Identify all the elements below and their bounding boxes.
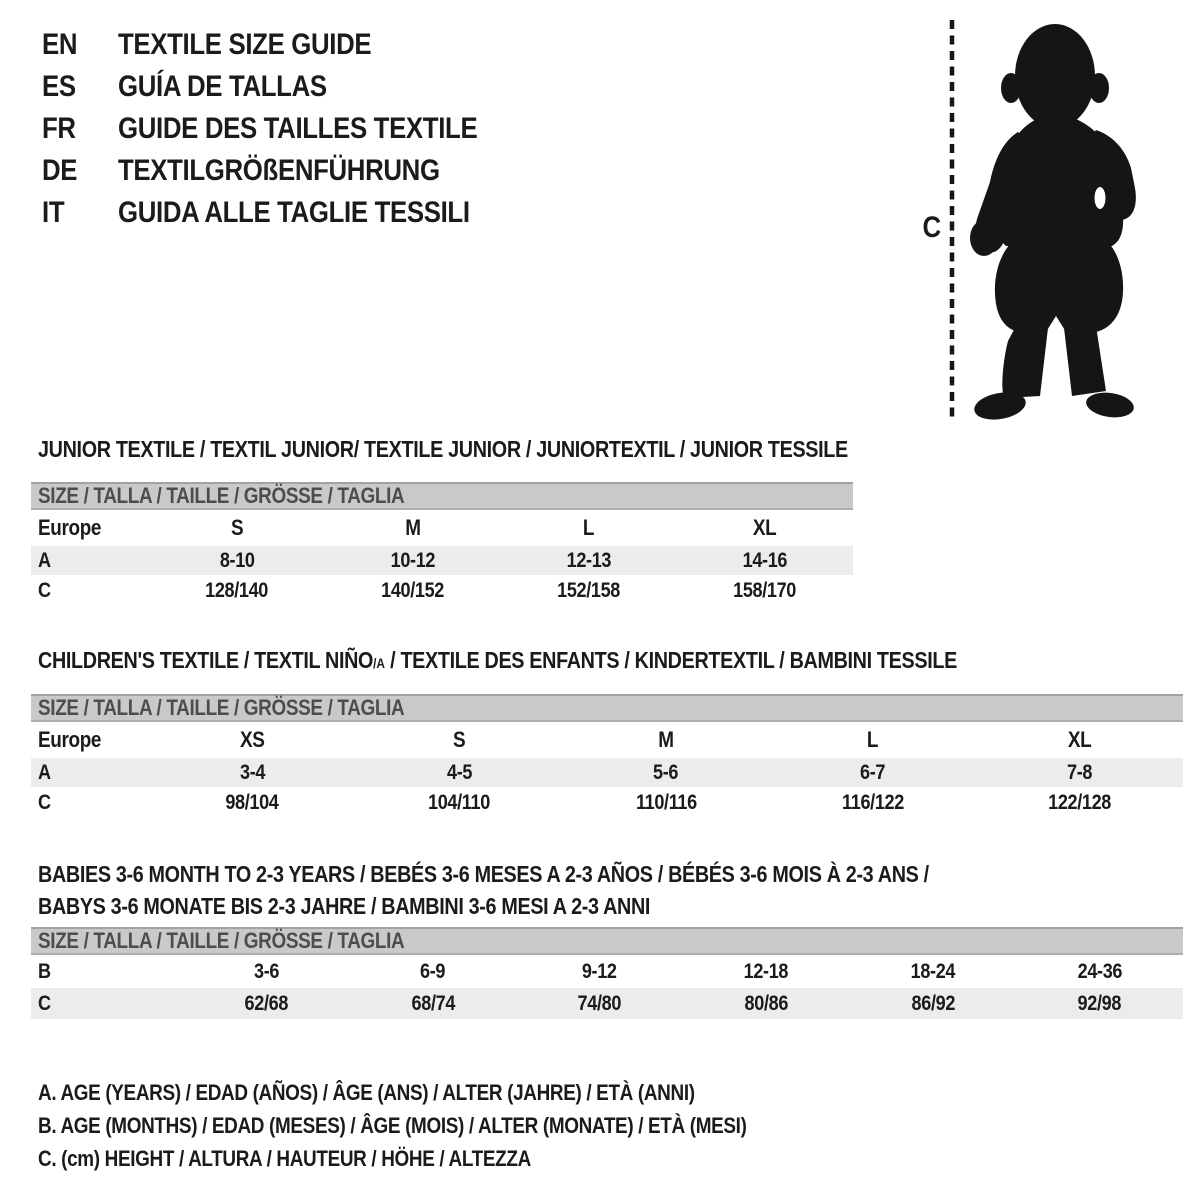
toddler-body bbox=[970, 24, 1136, 423]
value-cell: 24-36 bbox=[1077, 959, 1122, 983]
legend-line-c: C. (cm) HEIGHT / ALTURA / HAUTEUR / HÖHE / ALTEZZA bbox=[38, 1146, 531, 1171]
row-label: A bbox=[38, 760, 51, 784]
figure-height-illustration bbox=[900, 6, 1200, 426]
value-cell: 3-4 bbox=[239, 760, 265, 784]
size-header-bar: SIZE / TALLA / TAILLE / GRÖSSE / TAGLIA bbox=[31, 927, 1183, 955]
value-cell: 18-24 bbox=[910, 959, 956, 983]
value-cell: 62/68 bbox=[244, 991, 289, 1015]
junior-table bbox=[31, 510, 853, 607]
row-label: B bbox=[38, 959, 51, 983]
measure-legend bbox=[31, 1076, 862, 1175]
value-cell: 10-12 bbox=[390, 548, 436, 572]
size-cell: L bbox=[583, 515, 595, 540]
language-row bbox=[42, 108, 536, 150]
size-cell: M bbox=[405, 515, 421, 540]
value-cell: 110/116 bbox=[635, 791, 697, 814]
value-cell: 4-5 bbox=[446, 760, 472, 784]
value-cell: 8-10 bbox=[219, 548, 255, 572]
babies-table bbox=[31, 955, 1183, 1019]
section-title-line1: BABIES 3-6 MONTH TO 2-3 YEARS / BEBÉS 3-6 MESES A 2-3 AÑOS / BÉBÉS 3-6 MOIS À 2-3 ANS / bbox=[38, 861, 929, 887]
language-row bbox=[42, 150, 536, 192]
legend-line-a: A. AGE (YEARS) / EDAD (AÑOS) / ÂGE (ANS) / ALTER (JAHRE) / ETÀ (ANNI) bbox=[38, 1080, 695, 1105]
value-cell: 6-7 bbox=[860, 760, 886, 784]
language-title: TEXTILE SIZE GUIDE bbox=[118, 28, 372, 61]
language-code: DE bbox=[42, 154, 78, 187]
value-cell: 5-6 bbox=[653, 760, 679, 784]
region-header-cell: Europe bbox=[38, 515, 102, 540]
value-cell: 104/110 bbox=[428, 791, 491, 814]
section-childrens-textile bbox=[31, 648, 1183, 819]
region-header-cell: Europe bbox=[38, 727, 102, 752]
value-cell: 14-16 bbox=[742, 548, 788, 572]
value-cell: 116/122 bbox=[841, 791, 904, 814]
value-cell: 9-12 bbox=[582, 959, 618, 983]
size-header-bar: SIZE / TALLA / TAILLE / GRÖSSE / TAGLIA bbox=[31, 694, 1183, 722]
value-cell: 68/74 bbox=[411, 991, 455, 1015]
table-row bbox=[31, 546, 853, 575]
size-header-bar: SIZE / TALLA / TAILLE / GRÖSSE / TAGLIA bbox=[31, 482, 853, 510]
section-babies-textile bbox=[31, 858, 1183, 1019]
value-cell: 3-6 bbox=[253, 959, 279, 983]
value-cell: 140/152 bbox=[381, 579, 445, 602]
size-cell: M bbox=[658, 727, 674, 752]
value-cell: 7-8 bbox=[1067, 760, 1093, 784]
table-row bbox=[31, 575, 853, 607]
table-header-row bbox=[31, 722, 1183, 758]
language-row bbox=[42, 192, 536, 234]
language-row bbox=[42, 24, 536, 66]
value-cell: 80/86 bbox=[744, 991, 789, 1015]
language-title-block bbox=[42, 24, 536, 234]
table-header-row bbox=[31, 510, 853, 546]
row-label: A bbox=[38, 548, 51, 572]
height-measure-label: C bbox=[922, 211, 942, 244]
value-cell: 158/170 bbox=[733, 579, 797, 602]
language-title: GUÍA DE TALLAS bbox=[118, 70, 327, 103]
table-row bbox=[31, 758, 1183, 787]
section-title-line2: BABYS 3-6 MONATE BIS 2-3 JAHRE / BAMBINI 3-6 MESI A 2-3 ANNI bbox=[38, 893, 651, 919]
size-cell: L bbox=[867, 727, 879, 752]
table-row bbox=[31, 787, 1183, 819]
row-label: C bbox=[38, 791, 51, 814]
legend-line-b: B. AGE (MONTHS) / EDAD (MESES) / ÂGE (MOIS) / ALTER (MONATE) / ETÀ (MESI) bbox=[38, 1113, 747, 1138]
size-cell: XL bbox=[753, 515, 777, 540]
value-cell: 122/128 bbox=[1048, 791, 1112, 814]
value-cell: 6-9 bbox=[420, 959, 446, 983]
section-title: CHILDREN'S TEXTILE / TEXTIL NIÑO/A / TEXTILE DES ENFANTS / KINDERTEXTIL / BAMBINI TESSILE bbox=[38, 647, 957, 673]
table-row bbox=[31, 955, 1183, 988]
language-code: IT bbox=[42, 196, 65, 229]
language-title: GUIDA ALLE TAGLIE TESSILI bbox=[118, 196, 470, 229]
language-code: ES bbox=[42, 70, 76, 103]
section-junior-textile bbox=[31, 437, 853, 607]
value-cell: 128/140 bbox=[205, 579, 269, 602]
size-cell: S bbox=[230, 515, 244, 540]
row-label: C bbox=[38, 991, 51, 1015]
value-cell: 92/98 bbox=[1077, 991, 1122, 1015]
language-code: FR bbox=[42, 112, 76, 145]
nino-a-subscript: /A bbox=[373, 656, 385, 671]
section-title: JUNIOR TEXTILE / TEXTIL JUNIOR/ TEXTILE JUNIOR / JUNIORTEXTIL / JUNIOR TESSILE bbox=[38, 436, 848, 462]
children-table bbox=[31, 722, 1183, 819]
fist-gap bbox=[1095, 187, 1106, 209]
value-cell: 74/80 bbox=[577, 991, 622, 1015]
table-row bbox=[31, 988, 1183, 1019]
value-cell: 12-13 bbox=[566, 548, 612, 572]
value-cell: 98/104 bbox=[225, 791, 279, 814]
value-cell: 12-18 bbox=[744, 959, 789, 983]
value-cell: 152/158 bbox=[557, 579, 621, 602]
row-label: C bbox=[38, 579, 51, 602]
size-cell: XS bbox=[240, 727, 265, 752]
language-title: GUIDE DES TAILLES TEXTILE bbox=[118, 112, 478, 145]
language-row bbox=[42, 66, 536, 108]
value-cell: 86/92 bbox=[911, 991, 955, 1015]
language-title: TEXTILGRÖßENFÜHRUNG bbox=[118, 154, 440, 187]
size-cell: XL bbox=[1067, 727, 1092, 752]
language-code: EN bbox=[42, 28, 78, 61]
size-cell: S bbox=[453, 727, 466, 752]
